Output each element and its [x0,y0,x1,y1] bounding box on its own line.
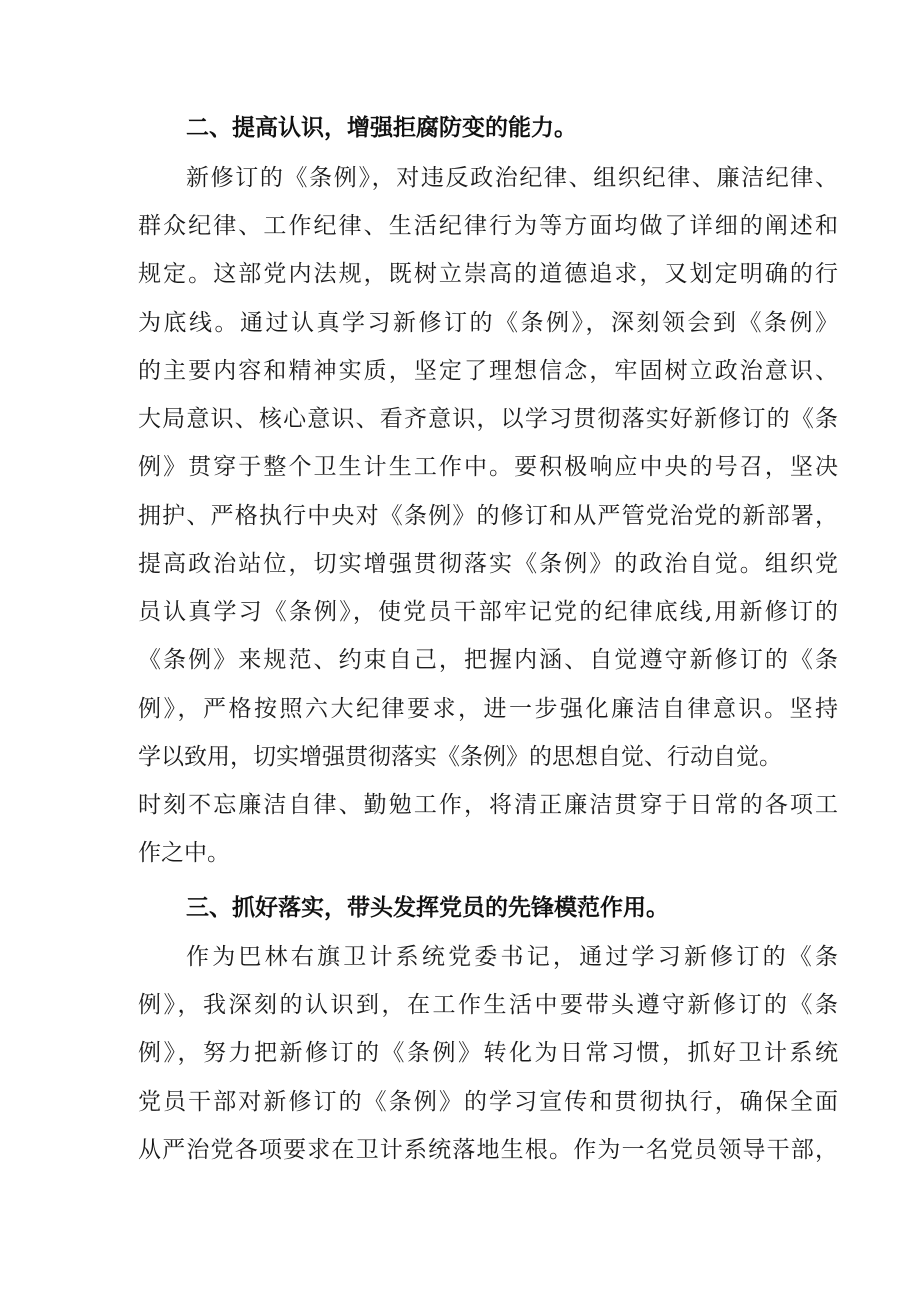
paragraph-line: 为底线。通过认真学习新修订的《条例》，深刻领会到《条例》 [138,310,838,336]
paragraph-line: 作之中。 [138,840,230,866]
section-heading-2: 二、提高认识，增强拒腐防变的能力。 [186,115,577,141]
paragraph-line: 例》贯穿于整个卫生计生工作中。要积极响应中央的号召，坚决 [138,454,838,480]
paragraph-line: 例》，严格按照六大纪律要求，进一步强化廉洁自律意识。坚持 [138,696,838,722]
section-heading-3: 三、抓好落实，带头发挥党员的先锋模范作用。 [186,895,669,921]
paragraph-line: 时刻不忘廉洁自律、勤勉工作，将清正廉洁贯穿于日常的各项工 [138,792,838,818]
paragraph-line: 作为巴林右旗卫计系统党委书记，通过学习新修订的《条 [186,944,838,970]
paragraph-line: 从严治党各项要求在卫计系统落地生根。作为一名党员领导干部， [138,1137,838,1163]
paragraph-line: 学以致用，切实增强贯彻落实《条例》的思想自觉、行动自觉。 [138,744,782,770]
paragraph-line: 例》，我深刻的认识到，在工作生活中要带头遵守新修订的《条 [138,992,838,1018]
paragraph-line: 大局意识、核心意识、看齐意识，以学习贯彻落实好新修订的《条 [138,406,838,432]
paragraph-line: 党员干部对新修订的《条例》的学习宣传和贯彻执行，确保全面 [138,1089,838,1115]
paragraph-line: 的主要内容和精神实质，坚定了理想信念，牢固树立政治意识、 [138,358,838,384]
paragraph-line: 《条例》来规范、约束自己，把握内涵、自觉遵守新修订的《条 [138,647,838,673]
paragraph-line: 规定。这部党内法规，既树立崇高的道德追求，又划定明确的行 [138,261,838,287]
paragraph-line: 提高政治站位，切实增强贯彻落实《条例》的政治自觉。组织党 [138,551,838,577]
paragraph-line: 例》，努力把新修订的《条例》转化为日常习惯，抓好卫计系统 [138,1040,838,1066]
paragraph-line: 群众纪律、工作纪律、生活纪律行为等方面均做了详细的阐述和 [138,213,838,239]
paragraph-line: 拥护、严格执行中央对《条例》的修订和从严管党治党的新部署， [138,503,838,529]
paragraph-line: 员认真学习《条例》，使党员干部牢记党的纪律底线,用新修订的 [138,599,838,625]
paragraph-line: 新修订的《条例》，对违反政治纪律、组织纪律、廉洁纪律、 [186,165,838,191]
